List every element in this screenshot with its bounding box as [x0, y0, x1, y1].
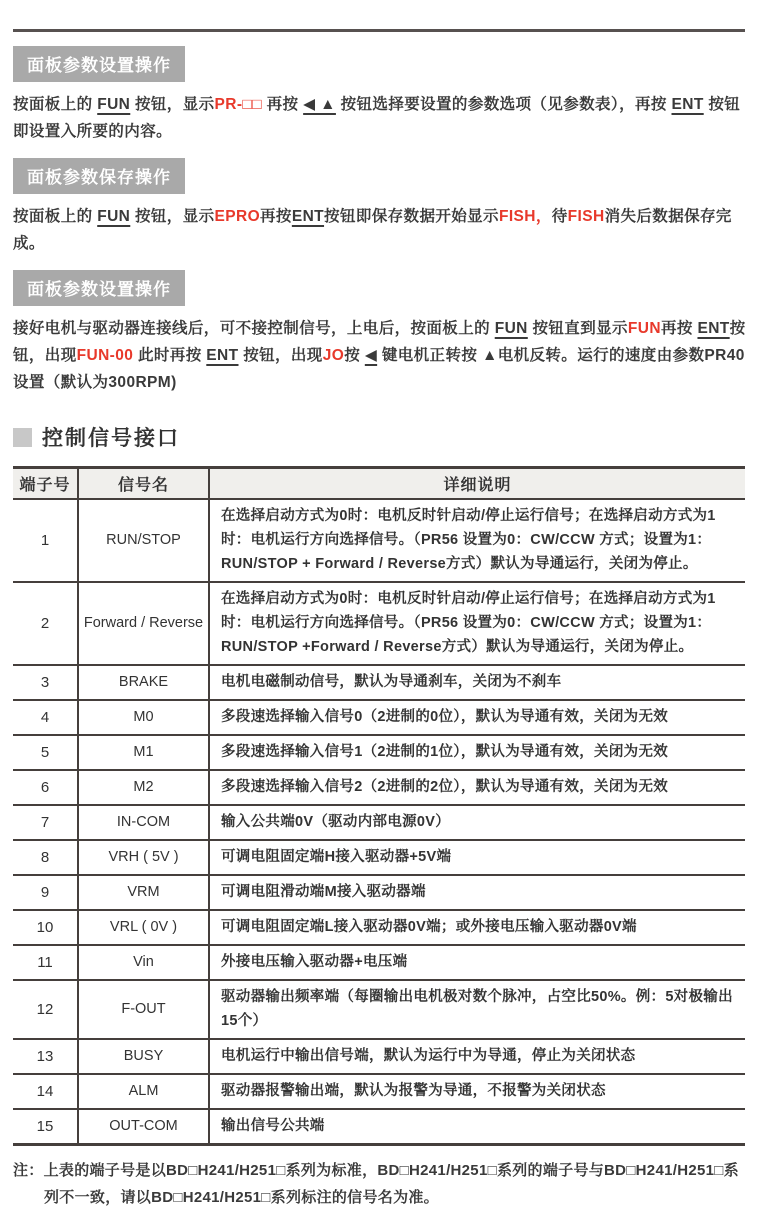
- signal-name-cell: OUT-COM: [78, 1109, 209, 1145]
- signal-name-cell: VRM: [78, 875, 209, 910]
- description-cell: 可调电阻固定端H接入驱动器+5V端: [209, 840, 745, 875]
- description-cell: 输入公共端0V（驱动内部电源0V）: [209, 805, 745, 840]
- table-row: [13, 875, 745, 910]
- terminal-no-cell: 2: [13, 582, 78, 665]
- body-text: 按钮，显示: [130, 208, 215, 225]
- header-row: [13, 468, 745, 499]
- body-text: 按面板上的: [13, 96, 98, 113]
- description-cell: 多段速选择输入信号2（2进制的2位），默认为导通有效，关闭为无效: [209, 770, 745, 805]
- control-signal-table: [13, 466, 745, 1146]
- section-panel-param-set-1: [0, 46, 761, 145]
- underlined-key-name: ENT: [291, 208, 325, 225]
- body-text: 再按: [660, 320, 698, 337]
- signal-name-cell: IN-COM: [78, 805, 209, 840]
- table-row: [13, 1074, 745, 1109]
- signal-name-cell: ALM: [78, 1074, 209, 1109]
- signal-name-cell: BRAKE: [78, 665, 209, 700]
- top-divider: [13, 29, 745, 32]
- terminal-no-cell: 4: [13, 700, 78, 735]
- footnote-prefix: 注：: [13, 1161, 44, 1179]
- terminal-no-cell: 3: [13, 665, 78, 700]
- section-paragraph: [13, 203, 747, 257]
- underlined-key-name: FUN: [494, 320, 528, 337]
- section-paragraph: [13, 315, 747, 396]
- body-text: 按钮即设置入所要的内容。: [13, 96, 741, 140]
- table-row: [13, 735, 745, 770]
- signal-name-cell: RUN/STOP: [78, 499, 209, 582]
- signal-name-cell: M1: [78, 735, 209, 770]
- signal-name-cell: M0: [78, 700, 209, 735]
- underlined-key-name: ◀: [364, 347, 378, 364]
- body-text: 按钮，出现: [13, 320, 746, 364]
- terminal-no-cell: 14: [13, 1074, 78, 1109]
- terminal-no-cell: 11: [13, 945, 78, 980]
- section-badge: 面板参数保存操作: [13, 158, 185, 194]
- body-text: 再按: [261, 96, 304, 113]
- table-row: [13, 945, 745, 980]
- description-cell: 可调电阻滑动端M接入驱动器端: [209, 875, 745, 910]
- terminal-no-cell: 9: [13, 875, 78, 910]
- description-cell: 可调电阻固定端L接入驱动器0V端；或外接电压输入驱动器0V端: [209, 910, 745, 945]
- highlight-red-text: FISH，: [498, 208, 552, 225]
- body-text: 消失后数据保存完成。: [13, 208, 732, 252]
- table-row: [13, 1039, 745, 1074]
- body-text: 的速度由参数PR40设置（默认为300RPM): [13, 347, 745, 391]
- table-row: [13, 1109, 745, 1145]
- description-cell: 输出信号公共端: [209, 1109, 745, 1145]
- table-row: [13, 499, 745, 582]
- header-signal-name: 信号名: [78, 468, 209, 499]
- signal-name-cell: Vin: [78, 945, 209, 980]
- terminal-no-cell: 5: [13, 735, 78, 770]
- highlight-red-text: PR-□□: [214, 96, 262, 113]
- section-paragraph: [13, 91, 747, 145]
- description-cell: 多段速选择输入信号0（2进制的0位），默认为导通有效，关闭为无效: [209, 700, 745, 735]
- section-panel-param-save: [0, 158, 761, 257]
- table-row: [13, 805, 745, 840]
- signal-name-cell: M2: [78, 770, 209, 805]
- underlined-key-name: ◀ ▲: [303, 96, 336, 113]
- body-text: 此时再按: [133, 347, 207, 364]
- signal-name-cell: BUSY: [78, 1039, 209, 1074]
- section-panel-param-set-2: [0, 270, 761, 396]
- table-row: [13, 700, 745, 735]
- signal-name-cell: Forward / Reverse: [78, 582, 209, 665]
- terminal-no-cell: 6: [13, 770, 78, 805]
- description-cell: 外接电压输入驱动器+电压端: [209, 945, 745, 980]
- footnote: [13, 1157, 747, 1211]
- terminal-no-cell: 8: [13, 840, 78, 875]
- body-text: 按钮即保存数据开始显示: [324, 208, 499, 225]
- page-content: [0, 40, 761, 1211]
- highlight-red-text: FISH: [567, 208, 605, 225]
- description-cell: 在选择启动方式为0时：电机反时针启动/停止运行信号；在选择启动方式为1时：电机运行方向选择信号。（PR56 设置为0：CW/CCW 方式；设置为1：RUN/STOP +Forward / Reverse方式）默认为导通运行，关闭为停止。: [209, 582, 745, 665]
- section-badge: 面板参数设置操作: [13, 46, 185, 82]
- signal-table-header: [13, 468, 745, 499]
- body-text: 按面板上的: [13, 208, 98, 225]
- underlined-key-name: ENT: [206, 347, 239, 364]
- terminal-no-cell: 13: [13, 1039, 78, 1074]
- control-signal-interface-title: [13, 422, 761, 452]
- terminal-no-cell: 7: [13, 805, 78, 840]
- table-row: [13, 910, 745, 945]
- description-cell: 多段速选择输入信号1（2进制的1位），默认为导通有效，关闭为无效: [209, 735, 745, 770]
- highlight-red-text: FUN: [627, 320, 661, 337]
- section-title-text: 控制信号接口: [42, 427, 180, 450]
- highlight-red-text: FUN-00: [76, 347, 134, 364]
- signal-table-body: [13, 499, 745, 1145]
- description-cell: 在选择启动方式为0时：电机反时针启动/停止运行信号；在选择启动方式为1时：电机运行方向选择信号。（PR56 设置为0：CW/CCW 方式；设置为1：RUN/STOP + Forward / Reverse方式）默认为导通运行，关闭为停止。: [209, 499, 745, 582]
- description-cell: 驱动器输出频率端（每圈输出电机极对数个脉冲，占空比50%。例：5对极输出15个）: [209, 980, 745, 1039]
- section-badge: 面板参数设置操作: [13, 270, 185, 306]
- footnote-text: 上表的端子号是以BD□H241/H251□系列为标准，BD□H241/H251□系列的端子号与BD□H241/H251□系列不一致，请以BD□H241/H251□系列标注的信号名为准。: [43, 1161, 739, 1206]
- table-row: [13, 980, 745, 1039]
- body-text: 按: [344, 347, 365, 364]
- description-cell: 电机运行中输出信号端，默认为运行中为导通，停止为关闭状态: [209, 1039, 745, 1074]
- terminal-no-cell: 1: [13, 499, 78, 582]
- signal-name-cell: VRL ( 0V ): [78, 910, 209, 945]
- signal-name-cell: VRH ( 5V ): [78, 840, 209, 875]
- body-text: 按钮，出现: [238, 347, 323, 364]
- body-text: 按钮选择要设置的参数选项（见参数表），再按: [335, 96, 672, 113]
- body-text: 接好电机与驱动器连接线后，可不接控制信号，上电后，按面板上的: [13, 320, 495, 337]
- underlined-key-name: FUN: [97, 96, 131, 113]
- table-row: [13, 665, 745, 700]
- signal-name-cell: F-OUT: [78, 980, 209, 1039]
- header-terminal-no: 端子号: [13, 468, 78, 499]
- body-text: 待: [551, 208, 568, 225]
- description-cell: 驱动器报警输出端，默认为报警为导通，不报警为关闭状态: [209, 1074, 745, 1109]
- underlined-key-name: ENT: [697, 320, 730, 337]
- underlined-key-name: FUN: [97, 208, 131, 225]
- body-text: 按钮直到显示: [527, 320, 628, 337]
- terminal-no-cell: 12: [13, 980, 78, 1039]
- description-cell: 电机电磁制动信号，默认为导通刹车，关闭为不刹车: [209, 665, 745, 700]
- header-description: 详细说明: [209, 468, 745, 499]
- highlight-red-text: EPRO: [214, 208, 261, 225]
- table-row: [13, 582, 745, 665]
- terminal-no-cell: 15: [13, 1109, 78, 1145]
- body-text: 键电机正转按 ▲电机反转。运行: [377, 347, 609, 364]
- square-bullet-icon: [13, 428, 32, 447]
- table-row: [13, 770, 745, 805]
- body-text: 按钮，显示: [130, 96, 215, 113]
- table-row: [13, 840, 745, 875]
- terminal-no-cell: 10: [13, 910, 78, 945]
- underlined-key-name: ENT: [671, 96, 704, 113]
- body-text: 再按: [260, 208, 292, 225]
- highlight-red-text: JO: [322, 347, 345, 364]
